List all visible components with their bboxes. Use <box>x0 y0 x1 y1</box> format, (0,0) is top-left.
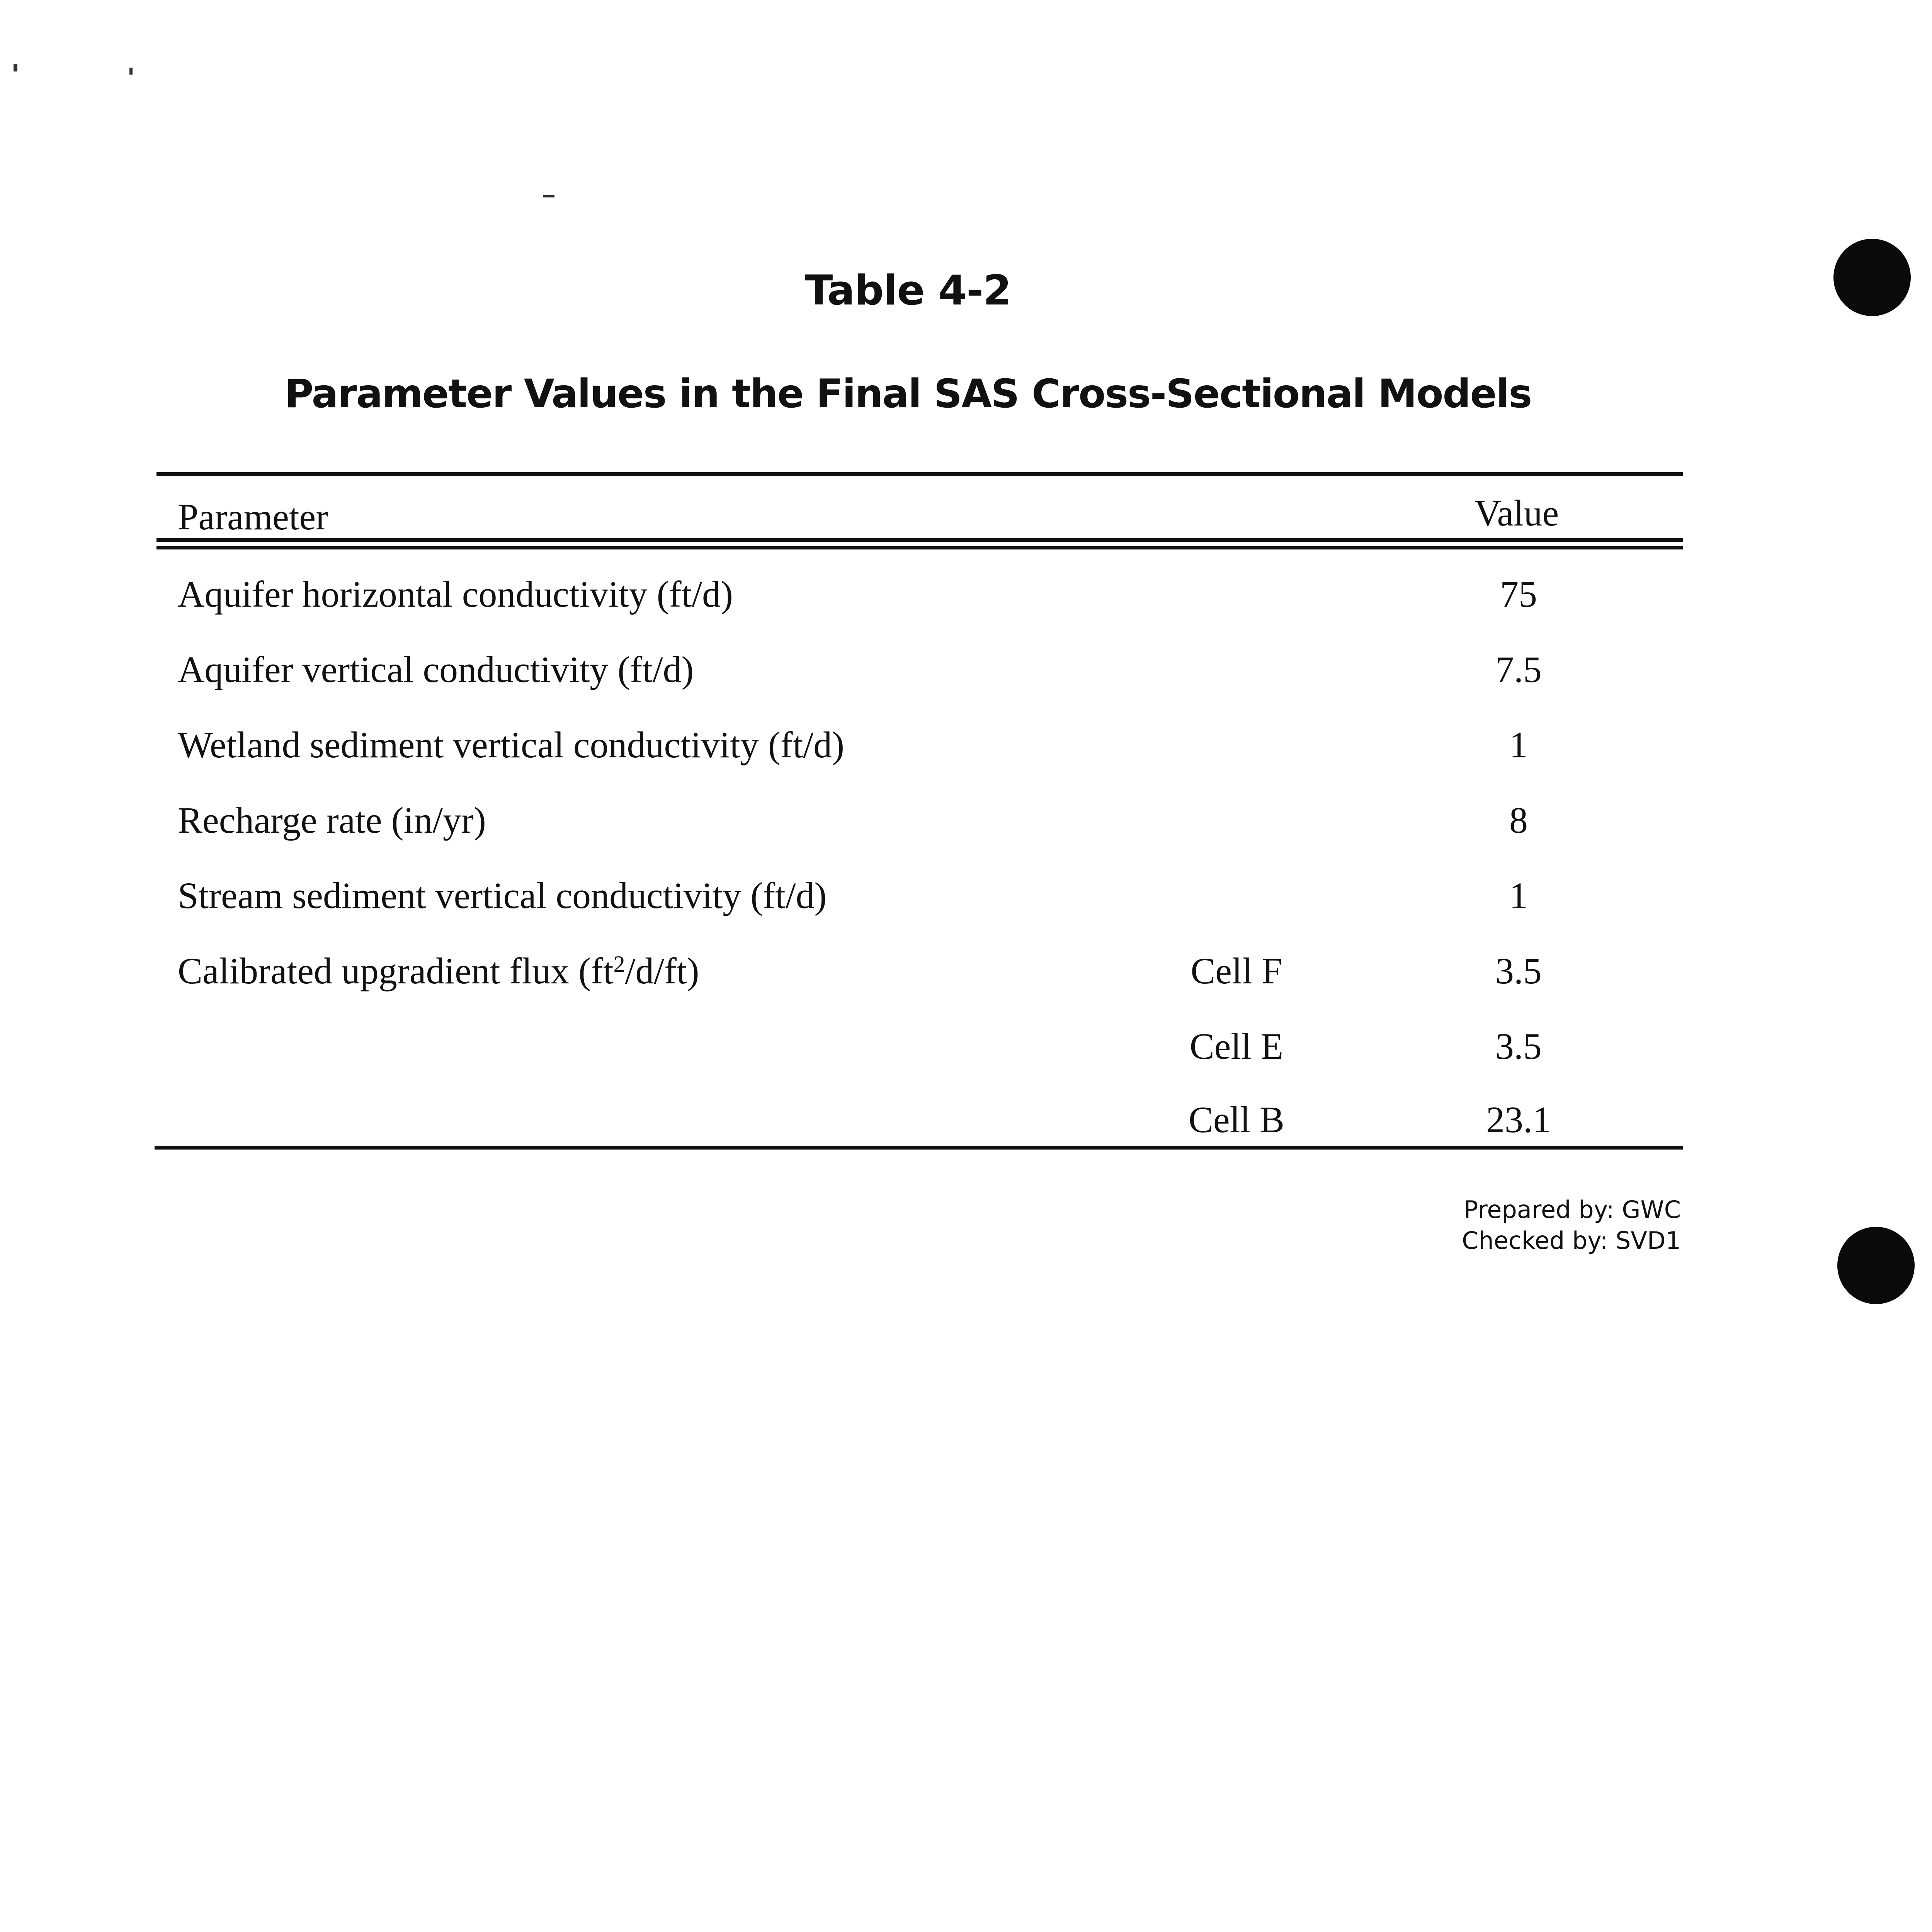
row-value: 1 <box>1509 724 1528 765</box>
scan-speck <box>14 64 17 71</box>
column-header-parameter: Parameter <box>178 496 328 537</box>
prepared-by: Prepared by: GWC <box>1463 1196 1681 1224</box>
row-cell: Cell E <box>1189 1026 1284 1067</box>
table-row <box>0 799 1932 848</box>
table-title: Parameter Values in the Final SAS Cross-Sectional Models <box>284 371 1532 417</box>
table-bottom-rule <box>155 1146 1683 1150</box>
table-row <box>0 877 1932 923</box>
row-cell: Cell B <box>1188 1099 1284 1140</box>
table-row <box>0 726 1932 773</box>
header-rule-lower <box>156 546 1683 549</box>
table-label: Table 4-2 <box>805 267 1011 314</box>
row-parameter-superscript: 2 <box>613 951 625 977</box>
row-cell: Cell F <box>1190 950 1282 992</box>
header-rule-upper <box>156 538 1683 542</box>
scan-speck <box>129 68 133 75</box>
punch-hole-top <box>1833 239 1911 316</box>
row-parameter: Wetland sediment vertical conductivity (ft/d) <box>178 724 845 765</box>
row-value: 3.5 <box>1495 950 1542 992</box>
row-parameter: Aquifer vertical conductivity (ft/d) <box>178 649 694 690</box>
table-row <box>0 1028 1932 1074</box>
table-row <box>0 952 1932 999</box>
row-value: 75 <box>1500 573 1537 615</box>
row-parameter-prefix: Calibrated upgradient flux (ft <box>178 950 614 992</box>
row-value: 3.5 <box>1495 1026 1542 1067</box>
row-parameter-suffix: /d/ft) <box>625 950 699 992</box>
scan-speck <box>543 195 554 197</box>
row-value: 8 <box>1509 799 1528 841</box>
table-top-rule <box>156 472 1683 476</box>
table-row <box>0 1101 1932 1148</box>
table-row <box>0 651 1932 697</box>
checked-by: Checked by: SVD1 <box>1462 1226 1681 1255</box>
row-parameter <box>178 952 699 990</box>
row-parameter: Stream sediment vertical conductivity (ft/d) <box>178 875 827 916</box>
row-parameter: Aquifer horizontal conductivity (ft/d) <box>178 573 733 615</box>
column-header-value: Value <box>1474 492 1559 534</box>
punch-hole-middle <box>1837 1227 1915 1304</box>
row-parameter: Recharge rate (in/yr) <box>178 799 486 841</box>
row-value: 7.5 <box>1495 649 1542 690</box>
row-value: 1 <box>1509 875 1528 916</box>
table-row <box>0 573 1932 622</box>
row-value: 23.1 <box>1486 1099 1551 1140</box>
